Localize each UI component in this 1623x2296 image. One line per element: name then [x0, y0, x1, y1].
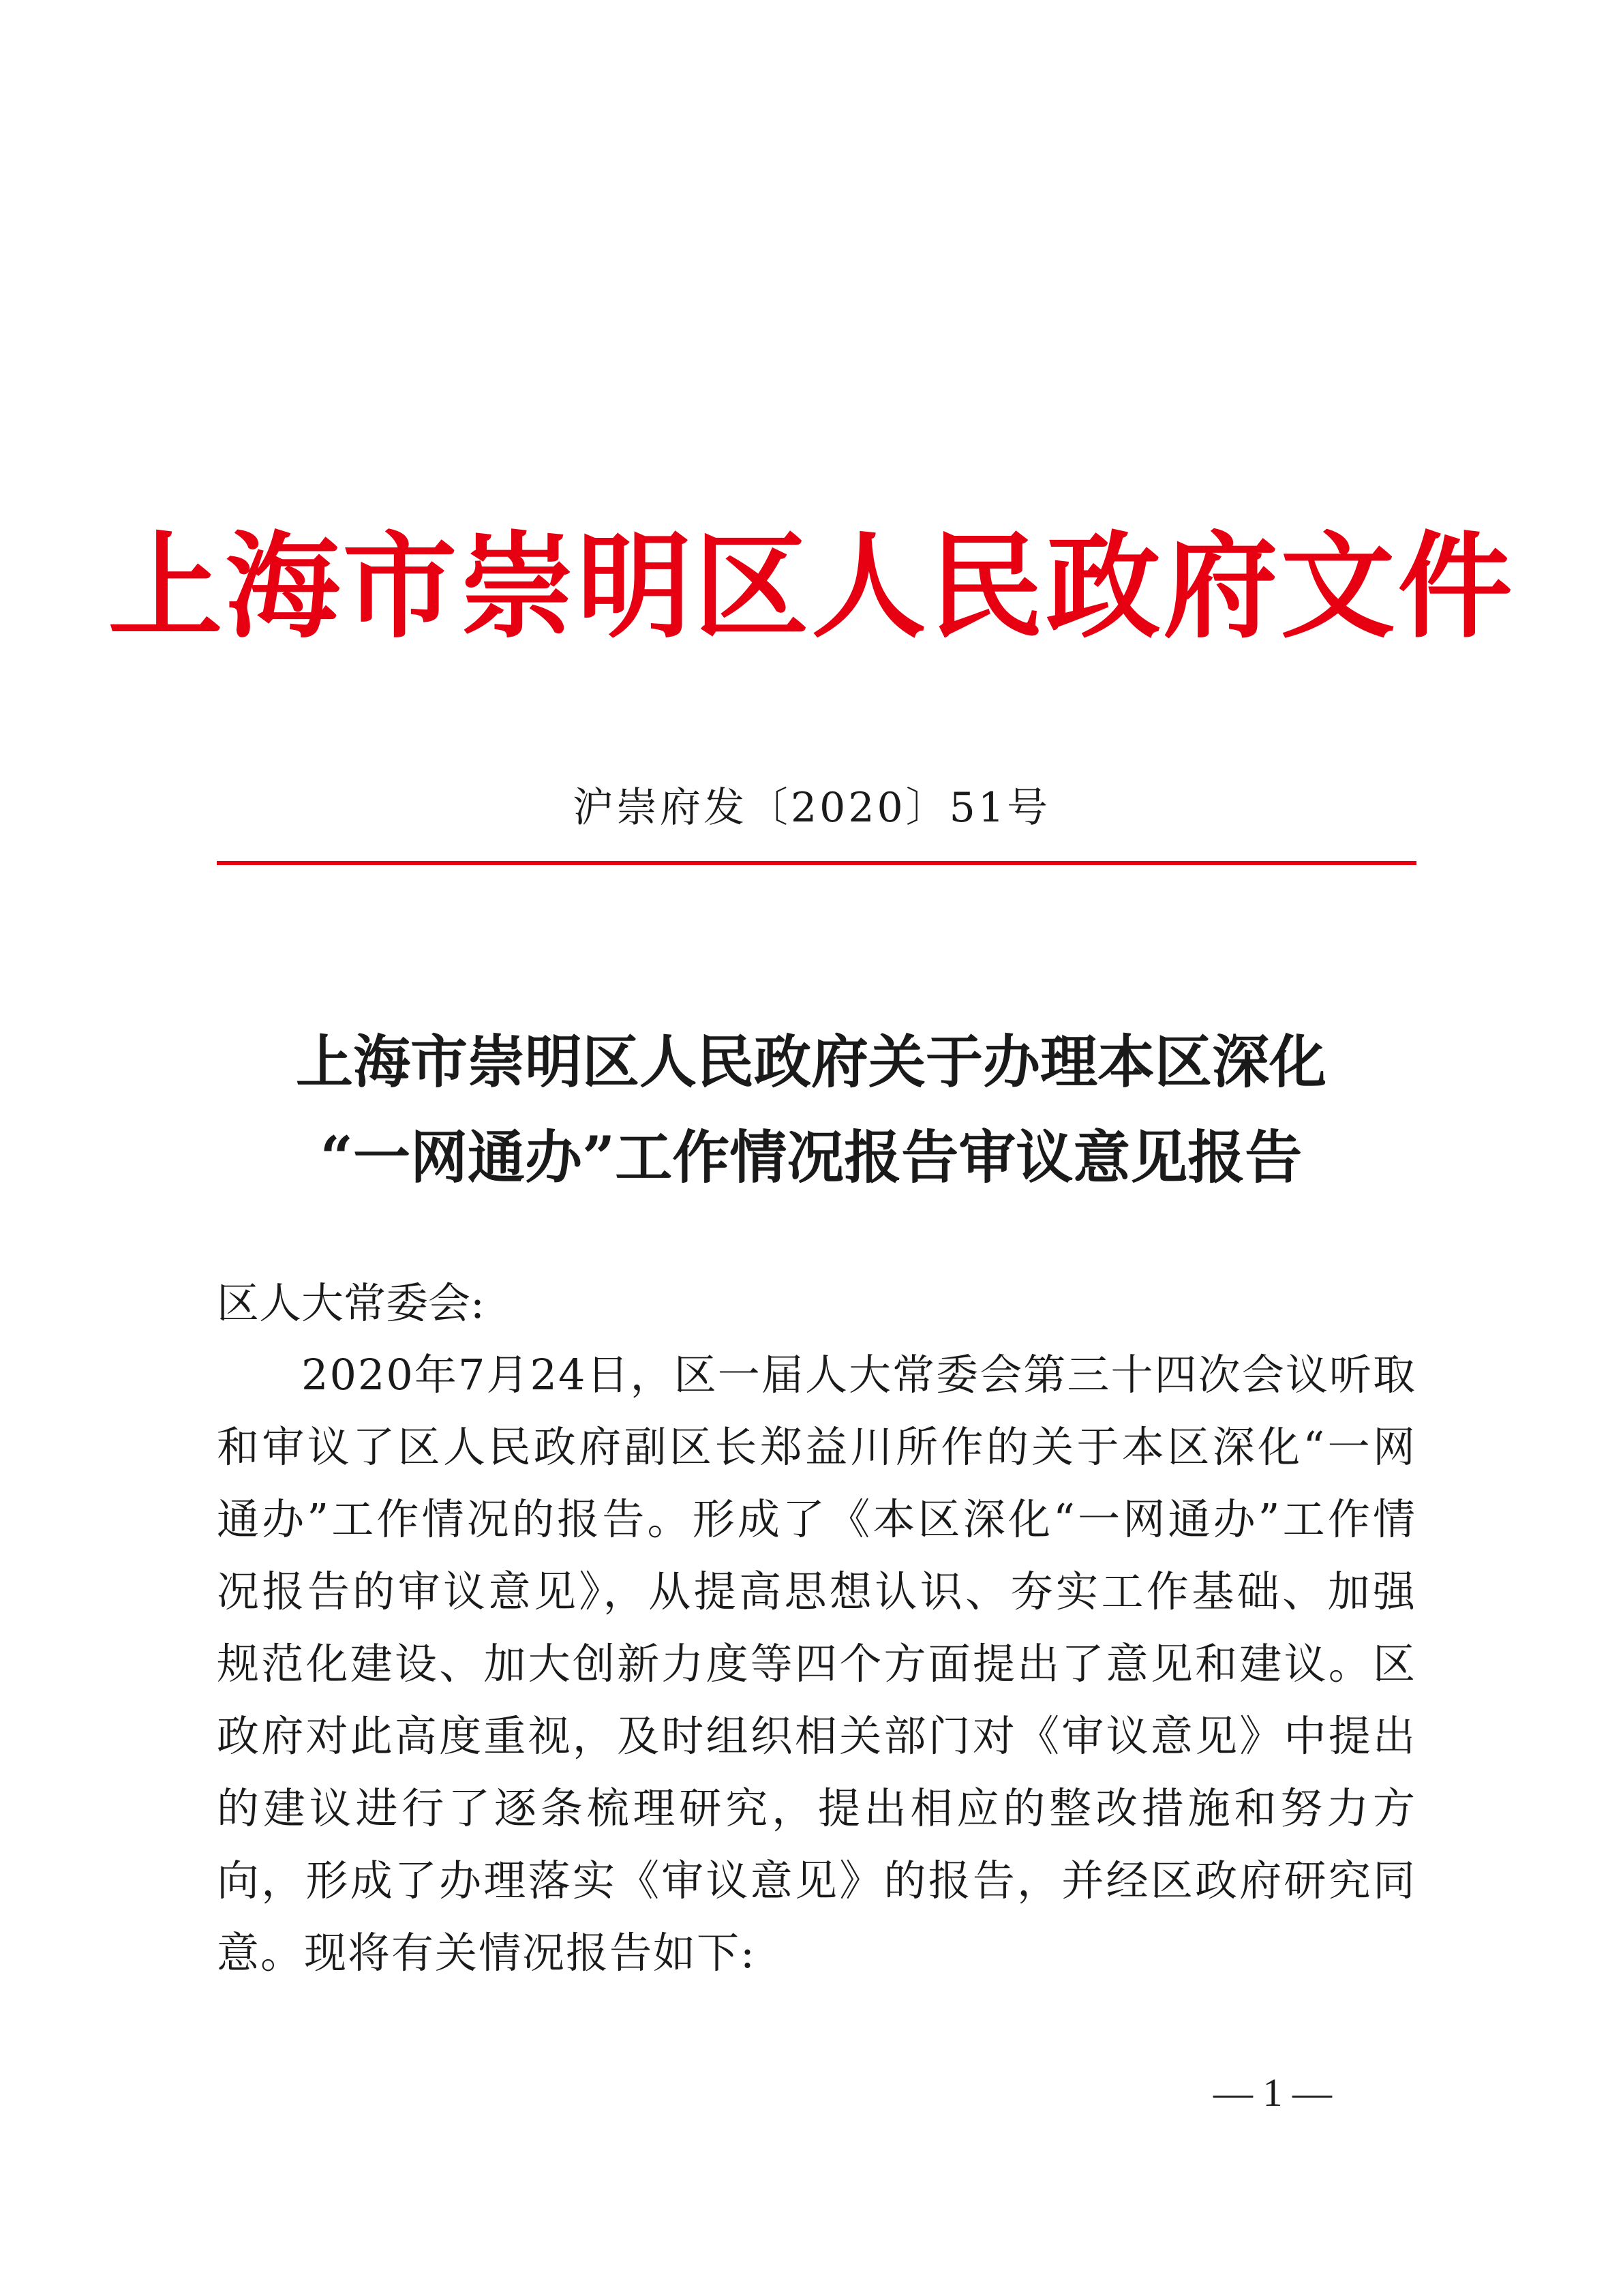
document-number: 沪崇府发〔2020〕51号: [572, 784, 1051, 832]
document-title: [204, 1014, 1418, 1205]
document-title-line-2: “一网通办”工作情况报告审议意见报告: [320, 1123, 1303, 1191]
document-masthead: 上海市崇明区人民政府文件: [108, 519, 1515, 654]
body-paragraph: 2020年7月24日，区一届人大常委会第三十四次会议听取和审议了区人民政府副区长郑益川所作的关于本区深化“一网通办”工作情况的报告。形成了《本区深化“一网通办”工作情况报告的审议意见》，从提高思想认识、夯实工作基础、加强规范化建设、加大创新力度等四个方面提出了意见和建议。区政府对此高度重视，及时组织相关部门对《审议意见》中提出的建议进行了逐条梳理研究，提出相应的整改措施和努力方向，形成了办理落实《审议意见》的报告，并经区政府研究同意。现将有关情况报告如下:: [217, 1350, 1416, 1978]
document-title-line-1: 上海市崇明区人民政府关于办理本区深化: [295, 1028, 1326, 1096]
addressee: 区人大常委会:: [217, 1278, 485, 1328]
red-divider-line: [217, 861, 1416, 865]
page-number: — 1 —: [1213, 2070, 1332, 2115]
